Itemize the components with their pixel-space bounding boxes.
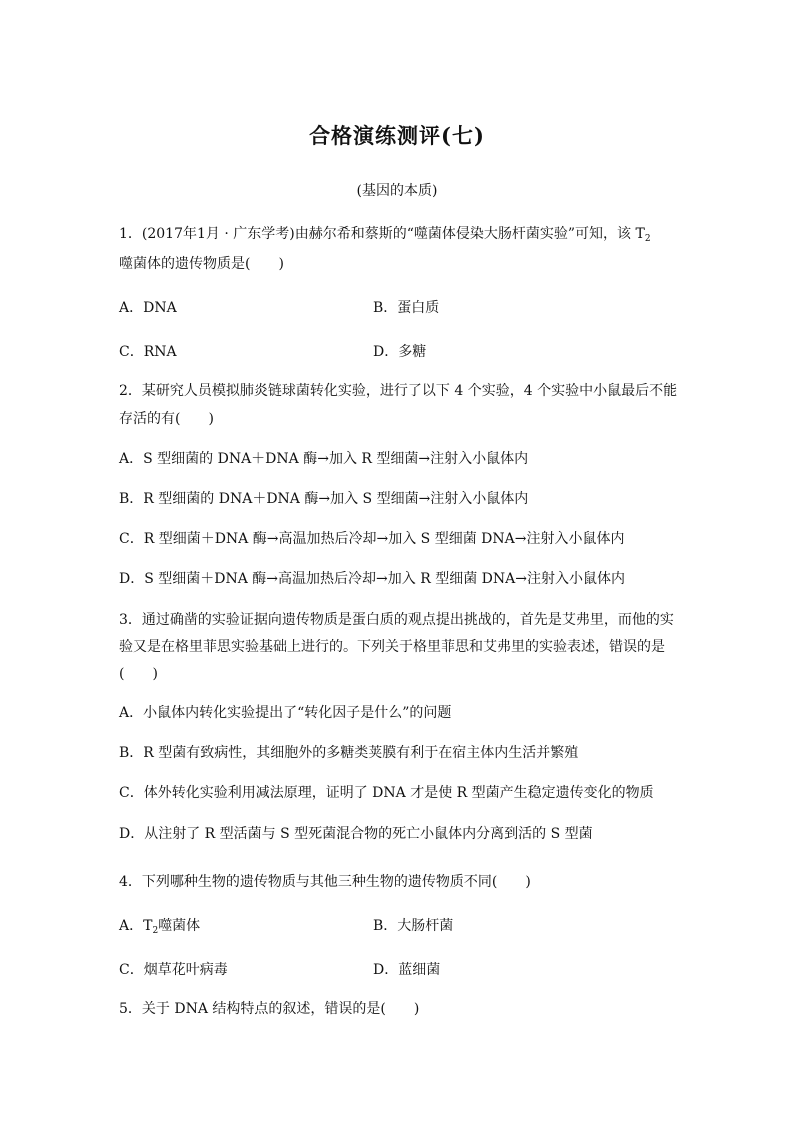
question-3-stem-line-1: 3．通过确凿的实验证据向遗传物质是蛋白质的观点提出挑战的，首先是艾弗里，而他的实	[119, 612, 674, 628]
page-title: 合格演练测评(七)	[309, 123, 485, 148]
question-2-option-c: C．R 型细菌＋DNA 酶→高温加热后冷却→加入 S 型细菌 DNA→注射入小鼠体内	[119, 531, 625, 547]
question-1-option-a: A．DNA	[119, 300, 177, 316]
question-3-stem-line-3: ( )	[119, 666, 158, 682]
question-2-stem-line-1: 2．某研究人员模拟肺炎链球菌转化实验，进行了以下 4 个实验，4 个实验中小鼠最后不能	[119, 383, 678, 399]
question-4-option-a: A．$T_2$噬菌体	[119, 918, 201, 936]
question-4-option-b: B．大肠杆菌	[373, 918, 454, 934]
question-1-stem-line-2: 噬菌体的遗传物质是( )	[119, 256, 284, 272]
page-subtitle: (基因的本质)	[356, 183, 438, 199]
question-1-option-b: B．蛋白质	[373, 300, 440, 316]
question-3-option-d: D．从注射了 R 型活菌与 S 型死菌混合物的死亡小鼠体内分离到活的 S 型菌	[119, 826, 593, 842]
question-1-option-c: C．RNA	[119, 344, 177, 360]
question-2-stem-line-2: 存活的有( )	[119, 411, 214, 427]
question-4-stem: 4．下列哪种生物的遗传物质与其他三种生物的遗传物质不同( )	[119, 874, 531, 890]
question-2-option-b: B．R 型细菌的 DNA＋DNA 酶→加入 S 型细菌→注射入小鼠体内	[119, 491, 529, 507]
question-3-option-a: A．小鼠体内转化实验提出了“转化因子是什么”的问题	[119, 705, 452, 721]
question-1-option-d: D．多糖	[373, 344, 427, 360]
subscript: 2	[152, 926, 159, 936]
question-1-stem-line-1: 1．(2017年1月 · 广东学考)由赫尔希和蔡斯的“噬菌体侵染大肠杆菌实验”可知，该 $T_2$	[119, 226, 651, 244]
question-3-option-c: C．体外转化实验利用减法原理，证明了 DNA 才是使 R 型菌产生稳定遗传变化的物质	[119, 785, 654, 801]
question-3-stem-line-2: 验又是在格里菲思实验基础上进行的。下列关于格里菲思和艾弗里的实验表述，错误的是	[119, 639, 665, 655]
question-4-option-c: C．烟草花叶病毒	[119, 962, 228, 978]
subscript: 2	[644, 234, 651, 244]
question-4-option-d: D．蓝细菌	[373, 962, 441, 978]
question-2-option-a: A．S 型细菌的 DNA＋DNA 酶→加入 R 型细菌→注射入小鼠体内	[119, 451, 529, 467]
question-3-option-b: B．R 型菌有致病性，其细胞外的多糖类荚膜有利于在宿主体内生活并繁殖	[119, 745, 579, 761]
question-5-stem: 5．关于 DNA 结构特点的叙述，错误的是( )	[119, 1001, 420, 1017]
question-2-option-d: D．S 型细菌＋DNA 酶→高温加热后冷却→加入 R 型细菌 DNA→注射入小鼠体内	[119, 571, 625, 587]
